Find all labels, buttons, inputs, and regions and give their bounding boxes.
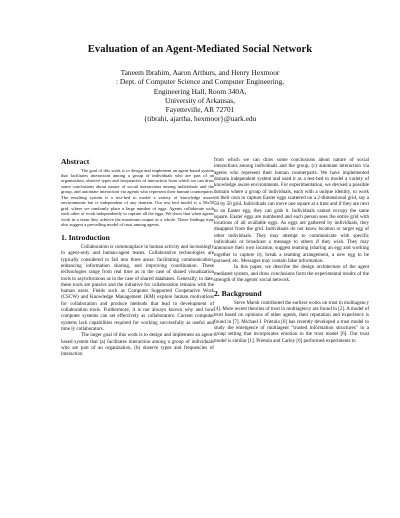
- intro-paragraph-4: In this paper, we describe the design architecture of the agent mediated system, and draw conclusions form the experimental results of the strength of the agents' social network.: [214, 264, 369, 283]
- abstract-heading: Abstract: [61, 157, 90, 166]
- author-building: Engineering Hall, Room 340A,: [153, 86, 247, 96]
- intro-paragraph-1: Collaboration is commonplace in human activity and increasingly in agent-only and human-agent teams. Collaborative technologies are typically considered to fall into three areas: facilitating communication, enhancing information sharing, and improving coordination. These technologies range from real time as in the case of shared visualization tools to asynchronous as in the case of shared databases. Generally, to date, these tools are passive and the initiative for collaboration remains with the human users. Fields such as Computer Supported Cooperative Work (CSCW) and Knowledge Management (KM) explore human motivations for collaboration and produce methods that lead to development of collaboration tools. Furthermore, it is not always known why and how computer systems can set effectively as collaborators. Current computer systems lack capabilities required for working successfully as useful and time ly collaborators.: [61, 243, 215, 333]
- background-heading: 2. Background: [214, 289, 262, 299]
- intro-paragraph-2: The larger goal of this work is to design and implement an agent-based system that (a) facilitates interaction among a group of individuals who are part of an organization, (b) observe types and frequencies of interaction: [61, 332, 214, 358]
- background-paragraph-1: Steve Marsh contributed the earliest works on trust in multiagency [4]. More recent theories of trust in multiagency are found in [2]. A model of trust based on opinions of other agents, their reputation and experience is found in [7]. Michael J. Prietula [6] has recently developed a trust model to study the emergence of multiagent "trusted information structures" in a group setting that incorporates emotion in the trust model [6]. Our trust model is similar [1]. Prietula and Carley [6] performed experiments to: [214, 299, 370, 344]
- author-city: Fayetteville, AR 72701: [165, 105, 235, 115]
- author-university: University of Arkansas,: [165, 95, 235, 105]
- intro-paragraph-3: from which we can draw some conclusions about nature of social interactions among individuals and the group, (c) automate interaction via agents who represent their human counterparts. We have implemented domain independent system and used it as a test-bed to model a variety of knowledge aware environments. For experimentation, we devised a possible domain where a group of individuals, each with a unique identity, to work on their own to capture Easter eggs scattered on a 2-dimensional grid, say a 50 by 50 grid. Individuals can move one square at a time and if they are next to an Easter egg, they can grab it. Individuals cannot occupy the same square. Easter eggs are numbered and each person sees the entire grid with locations of all available eggs. As eggs are gathered by individuals, they disappear from the grid. Individuals do not know location or target egg of other individuals. They may attempt to communicate with specific individuals or broadcast a message to others if they wish. They may announce their own location, suggest teaming (sharing an egg and working together to capture it), break a teaming arrangement, a new egg to be pursued, etc. Messages may contain false information.: [214, 157, 369, 264]
- author-emails: {tibrahi, ajartha, hexmoor}@uark.edu: [143, 114, 257, 124]
- right-column: [214, 157, 369, 344]
- author-dept: : Dept. of Computer Science and Computer Engineering,: [115, 77, 285, 87]
- author-block: [0, 68, 400, 124]
- abstract-text: The goal of this work is to design and implement an agent-based system that facilitates interaction among a group of individuals who are part of an organization, observe types and frequencies of interaction from which we can draw some conclusions about nature of social interactions among individuals and the group, and automate interaction via agents who represent their human counterparts. The resulting system is a test-bed to model a variety of knowledge aware environments but is independent of any domain. Our test bed model is a 50x50 grid, where we randomly place a large number of eggs. Agents collaborate with each other or work independently to capture all the eggs. We show that when agents work in a team they achieve the maximum output as a whole. These findings may also suggest a prevailing model of trust among agents.: [61, 167, 214, 228]
- paper-title: Evaluation of an Agent-Mediated Social Network: [87, 44, 313, 55]
- left-column: [61, 157, 214, 358]
- intro-heading: 1. Introduction: [61, 233, 110, 243]
- author-names: Taneem Ibrahim, Aaron Arthurs, and Henry Hexmoor: [120, 68, 280, 77]
